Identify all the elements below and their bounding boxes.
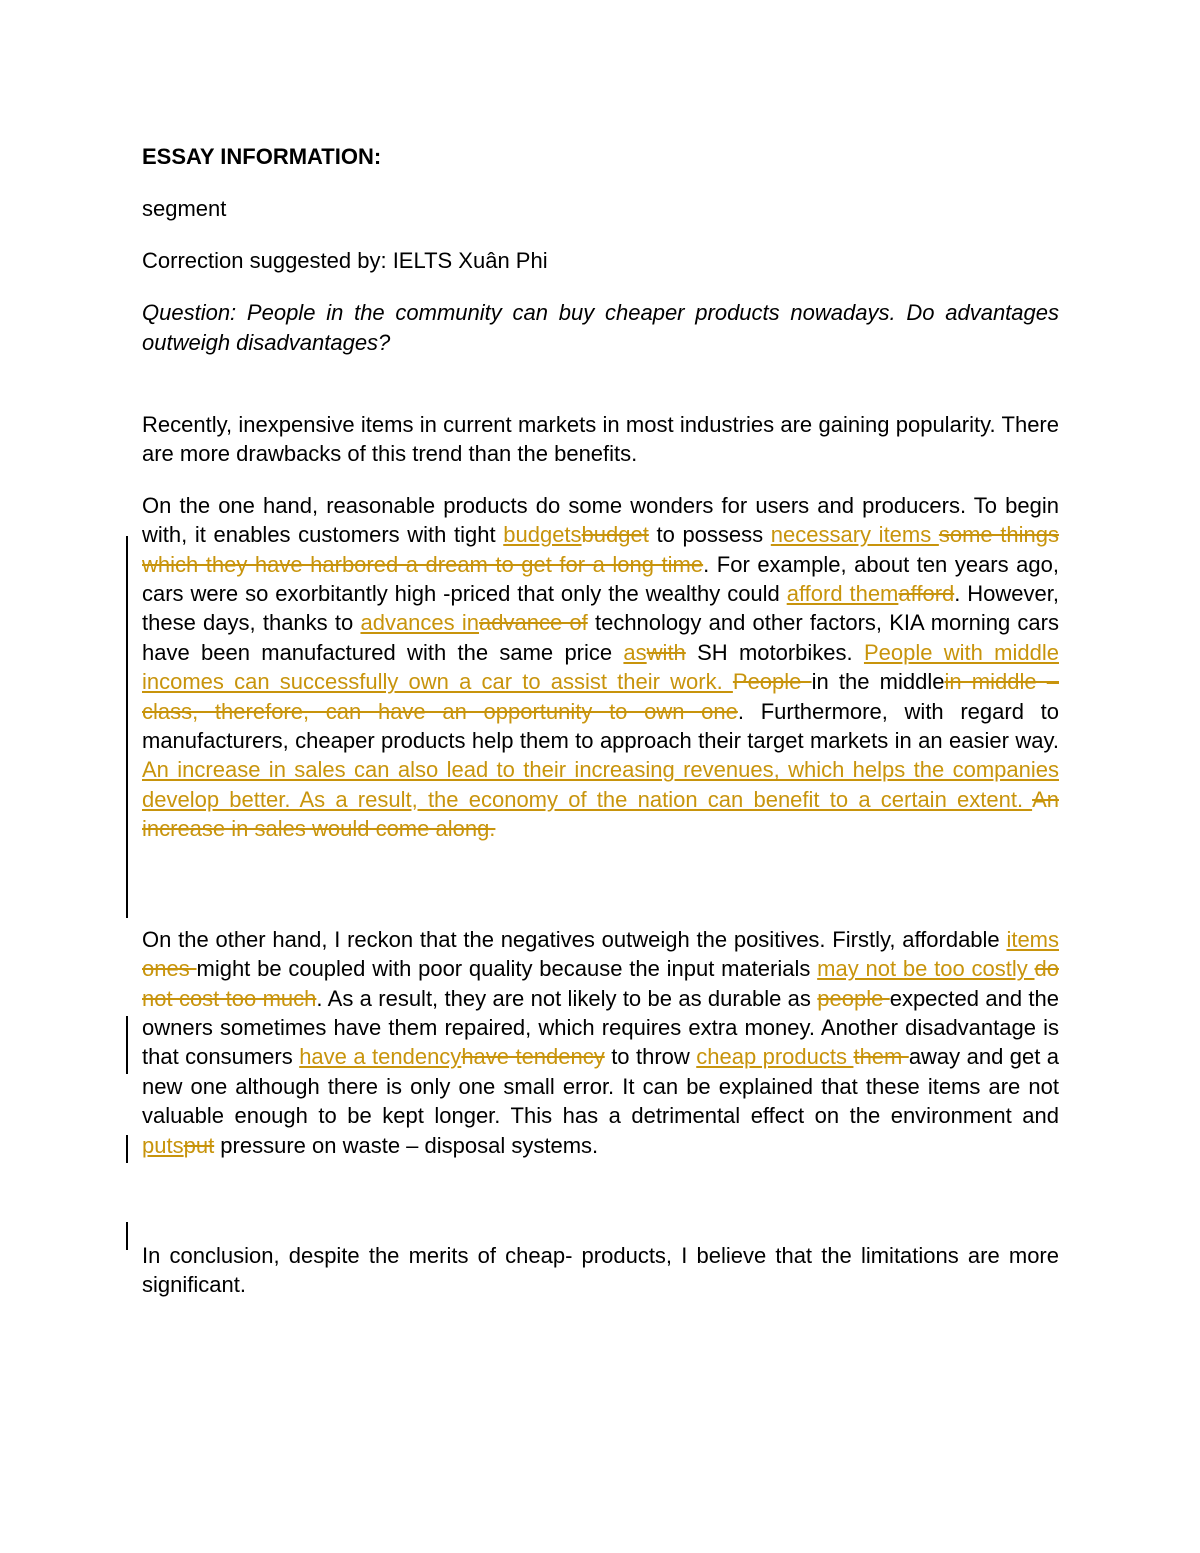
insertion-text: necessary items bbox=[770, 522, 939, 548]
deletion-text: some things which they have harbored a dream to get for a long time bbox=[142, 522, 1060, 577]
segment-label: segment bbox=[142, 196, 227, 221]
insertion-text: have a tendency bbox=[299, 1044, 462, 1070]
deletion-text: put bbox=[183, 1132, 215, 1158]
paragraph-text: SH motorbikes. bbox=[685, 639, 864, 665]
correction-credit: Correction suggested by: IELTS Xuân Phi bbox=[142, 248, 548, 273]
deletion-text: people bbox=[817, 985, 890, 1011]
deletion-text: People bbox=[732, 669, 812, 695]
paragraph-text: On the one hand, reasonable products do some wonders for users and producers. To begin with, it enables customers with tight bbox=[142, 492, 1059, 548]
insertion-text: items bbox=[1006, 926, 1059, 952]
change-bar bbox=[126, 797, 128, 915]
body-paragraph-1 bbox=[142, 491, 1059, 844]
insertion-text: budgets bbox=[503, 522, 582, 548]
deletion-text: afford bbox=[898, 581, 955, 607]
deletion-text: in middle – class, therefore, can have an opportunity to own one bbox=[142, 669, 1059, 724]
paragraph-text: On the other hand, I reckon that the negatives outweigh the positives. Firstly, affordable bbox=[142, 926, 1007, 952]
insertion-text: An increase in sales can also lead to their increasing revenues, which helps the companies develop better. As a result, the economy of the nation can benefit to a certain extent. bbox=[142, 757, 1059, 812]
insertion-text: afford them bbox=[786, 581, 899, 607]
deletion-text: them bbox=[853, 1044, 909, 1070]
paragraph-text: in the middle bbox=[811, 669, 945, 695]
paragraph-text: . As a result, they are not likely to be as durable as bbox=[316, 985, 818, 1011]
deletion-text: ones bbox=[142, 956, 197, 982]
paragraph-text: away and get a new one although there is only one small error. It can be explained that these items are not valuable enough to be kept longer. This has a detrimental effect on the environment and bbox=[142, 1044, 1060, 1129]
paragraph-text: . However, these days, thanks to bbox=[142, 581, 1059, 636]
paragraph-text: . For example, about ten years ago, cars were so exorbitantly high -priced that only the wealthy could bbox=[142, 551, 1059, 607]
paragraph-text: technology and other factors, KIA morning cars have been manufactured with the same price bbox=[142, 610, 1059, 665]
deletion-text: with bbox=[646, 639, 686, 665]
essay-heading: ESSAY INFORMATION: bbox=[142, 144, 382, 169]
insertion-text: cheap products bbox=[696, 1044, 854, 1070]
deletion-text: An increase in sales would come along. bbox=[142, 786, 1059, 842]
intro-paragraph: Recently, inexpensive items in current markets in most industries are gaining popularity. There are more drawbacks of this trend than the benefits. bbox=[142, 412, 1059, 467]
paragraph-text: might be coupled with poor quality because the input materials bbox=[196, 956, 818, 982]
insertion-text: as bbox=[623, 639, 647, 665]
change-bar bbox=[126, 1135, 128, 1163]
paragraph-text: expected and the owners sometimes have them repaired, which requires extra money. Another disadvantage is that consumers bbox=[142, 985, 1059, 1070]
document-body bbox=[142, 142, 1059, 1300]
insertion-text: puts bbox=[142, 1132, 184, 1158]
insertion-text: advances in bbox=[360, 610, 479, 636]
change-bar bbox=[126, 1016, 128, 1074]
paragraph-text: pressure on waste – disposal systems. bbox=[214, 1132, 599, 1158]
deletion-text: have tendency bbox=[461, 1044, 605, 1070]
deletion-text: do not cost too much bbox=[142, 956, 1059, 1011]
paragraph-text: . Furthermore, with regard to manufacturers, cheaper products help them to approach their target markets in an easier way. bbox=[142, 698, 1059, 754]
change-bar bbox=[126, 1222, 128, 1250]
paragraph-text: to possess bbox=[648, 522, 771, 548]
deletion-text: budget bbox=[581, 522, 649, 548]
conclusion-paragraph: In conclusion, despite the merits of cheap- products, I believe that the limitations are more significant. bbox=[142, 1242, 1059, 1298]
insertion-text: may not be too costly bbox=[817, 956, 1035, 982]
essay-question: Question: People in the community can buy cheaper products nowadays. Do advantages outweigh disadvantages? bbox=[142, 300, 1059, 355]
body-paragraph-2 bbox=[142, 925, 1059, 1160]
deletion-text: advance of bbox=[479, 610, 588, 636]
insertion-text: People with middle incomes can successfully own a car to assist their work. bbox=[142, 639, 1059, 695]
paragraph-text: to throw bbox=[604, 1044, 697, 1070]
